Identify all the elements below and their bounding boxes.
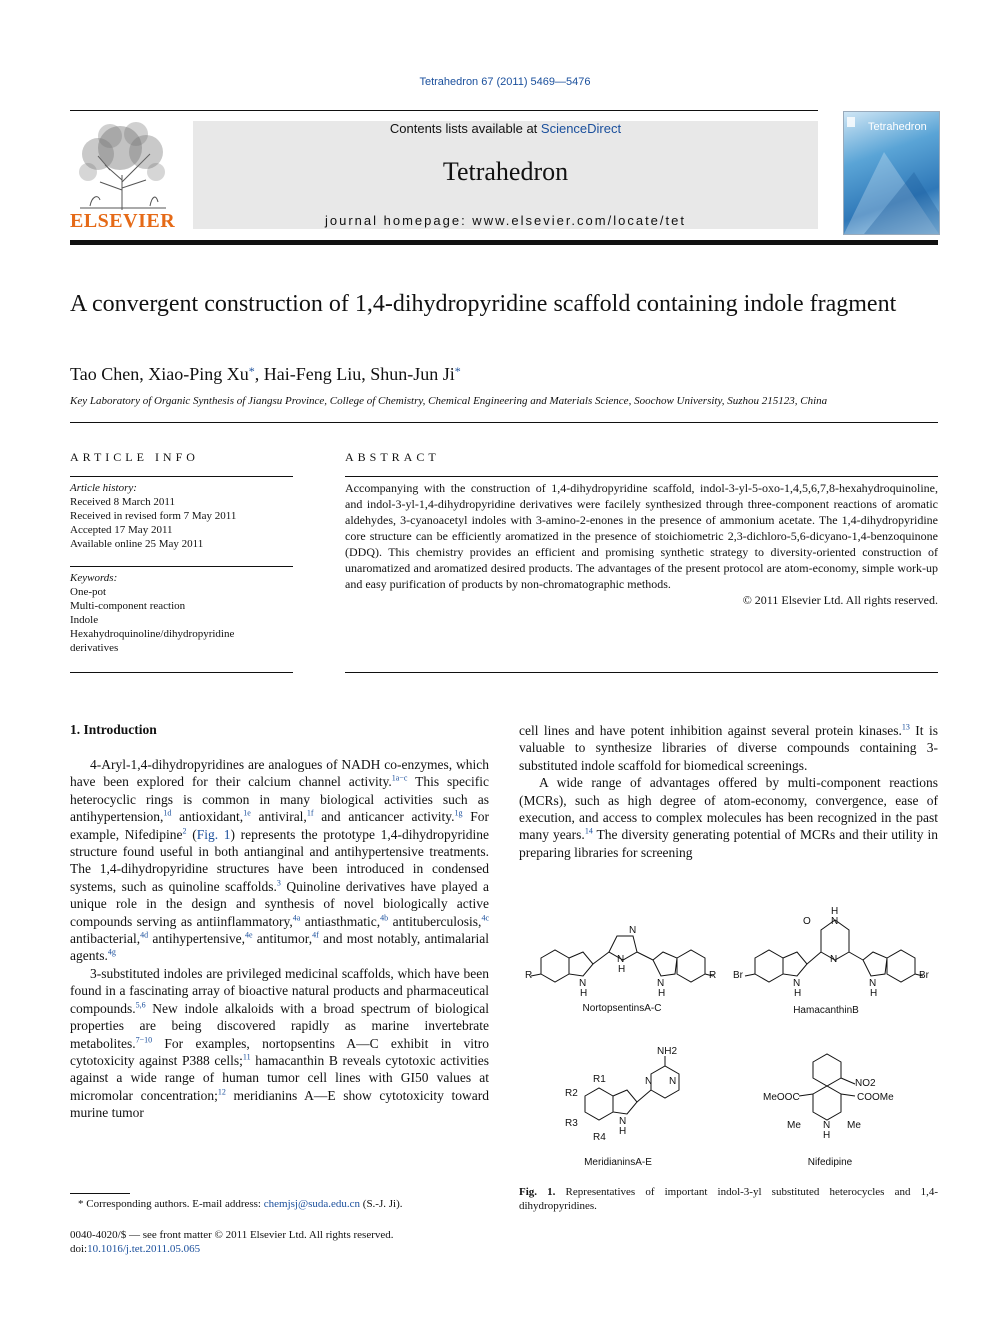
abstract-body (345, 480, 938, 608)
atom-r-left: R (525, 970, 533, 981)
ref-1e[interactable]: 1e (243, 808, 251, 818)
keyword-item: derivatives (70, 642, 119, 654)
atom-n: N (645, 1076, 653, 1087)
ref-1f[interactable]: 1f (306, 808, 314, 818)
contents-line (193, 121, 818, 136)
ref-11[interactable]: 11 (242, 1052, 251, 1062)
footnote-rule (70, 1193, 130, 1194)
keyword-item: Hexahydroquinoline/dihydropyridine (70, 628, 235, 640)
atom-br-left: Br (733, 970, 743, 981)
figure-1-caption (519, 1185, 938, 1213)
atom-n: N (629, 925, 637, 936)
corresponding-footnote: * Corresponding authors. E-mail address: chemjsj@suda.edu.cn (S.-J. Ji). (78, 1198, 403, 1210)
ref-1a-c[interactable]: 1a−c (391, 773, 408, 783)
atom-h: H (658, 988, 666, 999)
abstract-bottom-rule (345, 672, 938, 673)
intro-heading: 1. Introduction (70, 722, 157, 737)
journal-title: Tetrahedron (442, 157, 569, 186)
atom-h: H (870, 988, 878, 999)
fig1-link[interactable]: Fig. 1 (196, 826, 231, 842)
atom-n: N (579, 978, 587, 989)
ref-3[interactable]: 3 (276, 878, 281, 888)
history-received: Received 8 March 2011 (70, 496, 175, 508)
article-history (70, 481, 293, 551)
intro-paragraph-4: A wide range of advantages offered by multi-component reactions (MCRs), such as high degree of atom-economy, convergence, ease of execution, and access to complex molecules has been recognized in the past many years.$^{14}$ The diversity generating potential of MCRs and their utility in preparing libraries for screening (519, 775, 938, 860)
info-bottom-rule (70, 672, 293, 673)
article-info-rule (70, 476, 293, 477)
history-accepted: Accepted 17 May 2011 (70, 524, 173, 536)
copyright: © 2011 Elsevier Ltd. All rights reserved. (742, 593, 938, 607)
article-title: A convergent construction of 1,4-dihydropyridine scaffold containing indole fragment (70, 291, 897, 317)
cover-title: Tetrahedron (868, 121, 927, 133)
intro-right-column (519, 722, 938, 861)
label-nortopsentins: NortopsentinsA-C (582, 1003, 662, 1014)
history-label: Article history: (70, 482, 137, 494)
ref-14[interactable]: 14 (584, 826, 593, 836)
keyword-item: One-pot (70, 586, 107, 598)
ref-7-10[interactable]: 7−10 (135, 1035, 153, 1044)
ref-4f[interactable]: 4f (312, 930, 319, 940)
atom-meooc: MeOOC (763, 1092, 800, 1103)
intro-left-column (70, 756, 489, 1122)
atom-n: N (869, 978, 877, 989)
atom-o: O (803, 916, 811, 927)
abstract-heading: ABSTRACT (345, 450, 440, 464)
elsevier-wordmark: ELSEVIER (70, 210, 176, 232)
label-meridianins: MeridianinsA-E (584, 1157, 652, 1168)
atom-nh2: NH2 (657, 1046, 678, 1057)
ref-4e[interactable]: 4e (244, 930, 253, 940)
atom-h: H (831, 906, 839, 917)
intro-paragraph-1: 4-Aryl-1,4-dihydropyridines are analogues of NADH co-enzymes, which have been explored for their calcium channel activity.$^{1a-c}$ This specific heterocyclic rings is common in many biological activities such as antihypertension,$^{1d}$ antioxidant,$^{1e}$ antiviral,$^{1f}$ and anticancer activity.$^{1g}$ For example, Nifedipine$^2$ (Fig. 1) represents the prototype 1,4-dihydropyridine structure found useful in both antianginal and antihypertensive treatments. The 1,4-dihydropyridine structures have been introduced in condensed systems, such as quinoline scaffolds.$^3$ Quinoline derivatives have played a unique role in the design and synthesis of novel biologically active compounds serving as antiinflammatory,$^{4a}$ antiasthmatic,$^{4b}$ antituberculosis,$^{4c}$ antibacterial,$^{4d}$ antihypertensive,$^{4e}$ antitumor,$^{4f}$ and most notably, antimalarial agents.$^{4g}$ (70, 757, 489, 964)
atom-r2: R2 (565, 1088, 578, 1099)
title-rule (70, 422, 938, 423)
atom-me-left: Me (787, 1120, 801, 1131)
ref-1g[interactable]: 1g (454, 808, 463, 818)
atom-n: N (657, 978, 665, 989)
issn-line: 0040-4020/$ — see front matter © 2011 Elsevier Ltd. All rights reserved. (70, 1229, 394, 1241)
ref-4g[interactable]: 4g (107, 947, 116, 957)
atom-me-right: Me (847, 1120, 861, 1131)
journal-cover (843, 111, 940, 235)
atom-r-right: R (709, 970, 717, 981)
history-revised: Received in revised form 7 May 2011 (70, 510, 237, 522)
atom-n: N (830, 954, 838, 965)
keyword-item: Multi-component reaction (70, 600, 186, 612)
caption-text: Representatives of important indol-3-yl substituted heterocycles and 1,4-dihydropyridines. (519, 1186, 938, 1212)
atom-h: H (618, 964, 626, 975)
atom-n: N (823, 1120, 831, 1131)
authors-first: Tao Chen, Xiao-Ping Xu (70, 364, 249, 384)
contents-prefix: Contents lists available at (389, 121, 541, 136)
keywords-label: Keywords: (70, 572, 118, 584)
figure-1-structures (519, 890, 938, 1180)
atom-r4: R4 (593, 1132, 606, 1143)
journal-homepage[interactable]: journal homepage: www.elsevier.com/locate/tet (325, 213, 686, 228)
atom-br-right: Br (919, 970, 929, 981)
atom-r1: R1 (593, 1074, 606, 1085)
atom-h: H (823, 1130, 831, 1141)
atom-r3: R3 (565, 1118, 578, 1129)
abstract-rule (345, 476, 938, 477)
ref-4a[interactable]: 4a (292, 913, 301, 923)
email-link[interactable]: chemjsj@suda.edu.cn (263, 1198, 361, 1210)
ref-4b[interactable]: 4b (380, 913, 389, 923)
sciencedirect-link[interactable]: ScienceDirect (540, 121, 622, 136)
corresponding-mark-1[interactable]: * (248, 364, 255, 378)
ref-4d[interactable]: 4d (140, 930, 149, 940)
intro-paragraph-2: 3-substituted indoles are privileged medicinal scaffolds, which have been found in a fascinating array of bioactive natural products and pharmaceutical compounds.$^{5,6}$ New indole alkaloids with a broad spectrum of biological properties are being discovered rapidly as marine invertebrate metabolites.$^{7-10}$ For examples, nortopsentins A—C exhibit in vitro cytotoxicity against P388 cells;$^{11}$ hamacanthin B reveals cytotoxic activities against a wide range of human tumor cell lines with GI50 values at micromolar concentration;$^{12}$ meridianins A—E show cytotoxicity toward murine tumor (70, 965, 489, 1121)
atom-h: H (794, 988, 802, 999)
atom-h: H (580, 988, 588, 999)
atom-coome: COOMe (857, 1092, 894, 1103)
atom-n: N (619, 1116, 627, 1127)
journal-citation[interactable]: Tetrahedron 67 (2011) 5469—5476 (419, 76, 591, 88)
keywords-rule (70, 566, 293, 567)
affiliation: Key Laboratory of Organic Synthesis of Jiangsu Province, College of Chemistry, Chemical Engineering and Materials Science, Soochow University, Suzhou 215123, China (70, 395, 828, 407)
authors-rest: , Hai-Feng Liu, Shun-Jun Ji (254, 364, 455, 384)
keyword-item: Indole (70, 614, 99, 626)
atom-n: N (617, 954, 625, 965)
ref-4c[interactable]: 4c (481, 913, 489, 923)
ref-12[interactable]: 12 (217, 1087, 226, 1097)
ref-1d[interactable]: 1d (163, 808, 172, 818)
elsevier-tree-logo (70, 120, 174, 212)
label-hamacanthin: HamacanthinB (793, 1005, 859, 1016)
intro-paragraph-3: cell lines and have potent inhibition against several protein kinases.$^{13}$ It is valuable to synthesize libraries of diverse compounds containing 3-substituted indole scaffold for biomedical screenings. (519, 722, 938, 773)
header-rule (70, 110, 818, 111)
abstract-text: Accompanying with the construction of 1,4-dihydropyridine scaffold, indol-3-yl-5-oxo-1,4,5,6,7,8-hexahydroquinoline, and indol-3-yl-1,4-dihydropyridine derivatives were facilely synthesized through three-component reactions of aromatic aldehydes, 3-cyanoacetyl indoles with 3-amino-2-enones in the presence of ammonium acetate. The 1,4-dihydropyridine core structure can be efficiently aromatized in the presence of stoichiometric 2,3-dichloro-5,6-dicyano-1,4-benzoquinone (DDQ). This chemistry provides an efficient and promising synthetic strategy to diversity-oriented construction of unaromatized and aromatized desired products. The advantages of the present protocol are atom-economy, simple work-up and easy purification of products by non-chromatographic methods. (345, 481, 938, 591)
label-nifedipine: Nifedipine (807, 1157, 853, 1168)
ref-13[interactable]: 13 (901, 722, 910, 732)
doi-link[interactable]: 10.1016/j.tet.2011.05.065 (87, 1243, 201, 1255)
atom-n: N (793, 978, 801, 989)
ref-5-6[interactable]: 5,6 (135, 1000, 146, 1010)
history-online: Available online 25 May 2011 (70, 538, 204, 550)
ref-2[interactable]: 2 (182, 826, 187, 836)
doi-line: doi:10.1016/j.tet.2011.05.065 (70, 1243, 201, 1255)
corresponding-mark-2[interactable]: * (454, 364, 461, 378)
caption-label: Fig. 1. (519, 1186, 556, 1198)
atom-n: N (831, 916, 839, 927)
atom-n: N (669, 1076, 677, 1087)
author-list (70, 364, 461, 385)
article-info-heading: ARTICLE INFO (70, 450, 199, 464)
header-thick-rule (70, 240, 938, 245)
atom-no2: NO2 (855, 1078, 876, 1089)
keywords-block (70, 571, 293, 655)
atom-h: H (619, 1126, 627, 1137)
